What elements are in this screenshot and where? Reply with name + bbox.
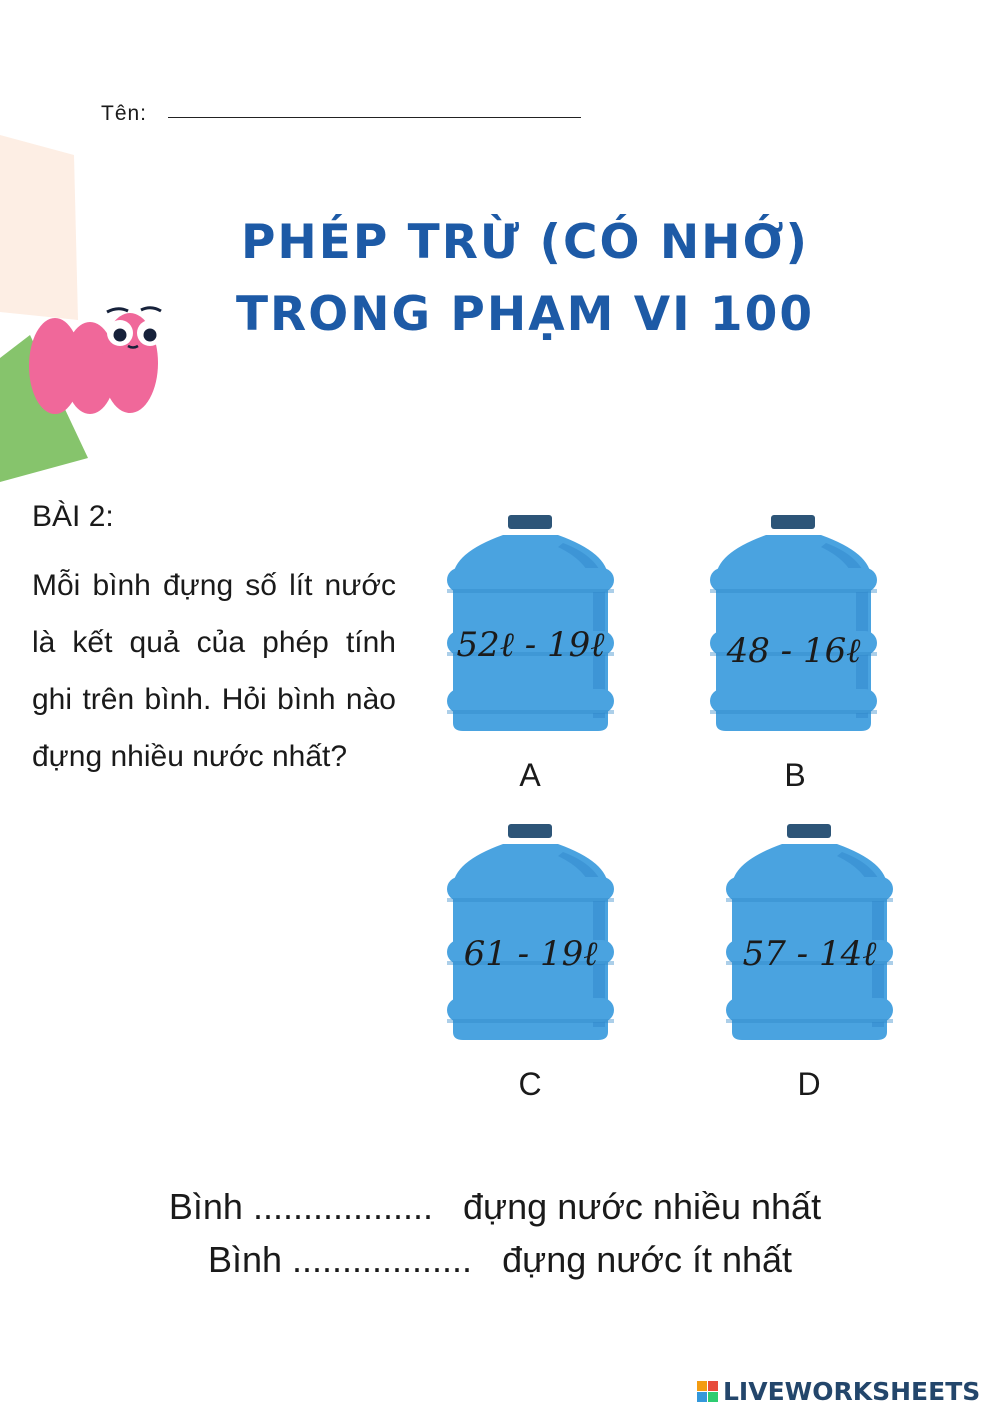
bottle-expression: 61 - 19ℓ <box>463 934 598 974</box>
bottle-a <box>443 513 618 733</box>
water-bottle-icon <box>722 822 897 1042</box>
answer-suffix: đựng nước ít nhất <box>502 1239 793 1280</box>
water-bottle-icon <box>443 513 618 733</box>
answer-prefix: Bình <box>207 1239 282 1280</box>
logo-text: LIVEWORKSHEETS <box>723 1377 981 1406</box>
answer-line-most <box>0 1186 995 1228</box>
bottle-letter-b: B <box>784 757 806 793</box>
water-bottle-icon <box>443 822 618 1042</box>
bottle-c <box>443 822 618 1042</box>
answer-line-least <box>0 1239 1000 1281</box>
bottle-expression: 57 - 14ℓ <box>742 934 877 974</box>
name-label: Tên: <box>101 102 148 125</box>
answer-blank-most[interactable]: .................. <box>252 1186 434 1227</box>
bottle-letter-d: D <box>797 1066 821 1102</box>
page-title-line-2: TRONG PHẠM VI 100 <box>235 287 815 342</box>
answer-prefix: Bình <box>168 1186 243 1227</box>
name-input-line[interactable] <box>168 117 581 118</box>
bottle-b <box>706 513 881 733</box>
bottle-letter-c: C <box>518 1066 542 1102</box>
bottle-d <box>722 822 897 1042</box>
bottle-letter-a: A <box>519 757 541 793</box>
logo-squares-icon <box>697 1381 719 1403</box>
answer-suffix: đựng nước nhiều nhất <box>463 1186 822 1227</box>
exercise-label: BÀI 2: <box>32 500 114 533</box>
page-title-line-1: PHÉP TRỪ (CÓ NHỚ) <box>240 215 810 270</box>
peach-shape <box>0 135 78 320</box>
answer-blank-least[interactable]: .................. <box>292 1239 473 1280</box>
decoration-mascot <box>0 130 180 490</box>
bottle-expression: 48 - 16ℓ <box>726 631 861 671</box>
pink-mascot-icon <box>29 308 163 414</box>
water-bottle-icon <box>706 513 881 733</box>
exercise-question: Mỗi bình đựng số lít nước là kết quả của phép tính ghi trên bình. Hỏi bình nào đựng nhiều nước nhất? <box>32 569 396 773</box>
bottle-expression: 52ℓ - 19ℓ <box>456 625 605 665</box>
